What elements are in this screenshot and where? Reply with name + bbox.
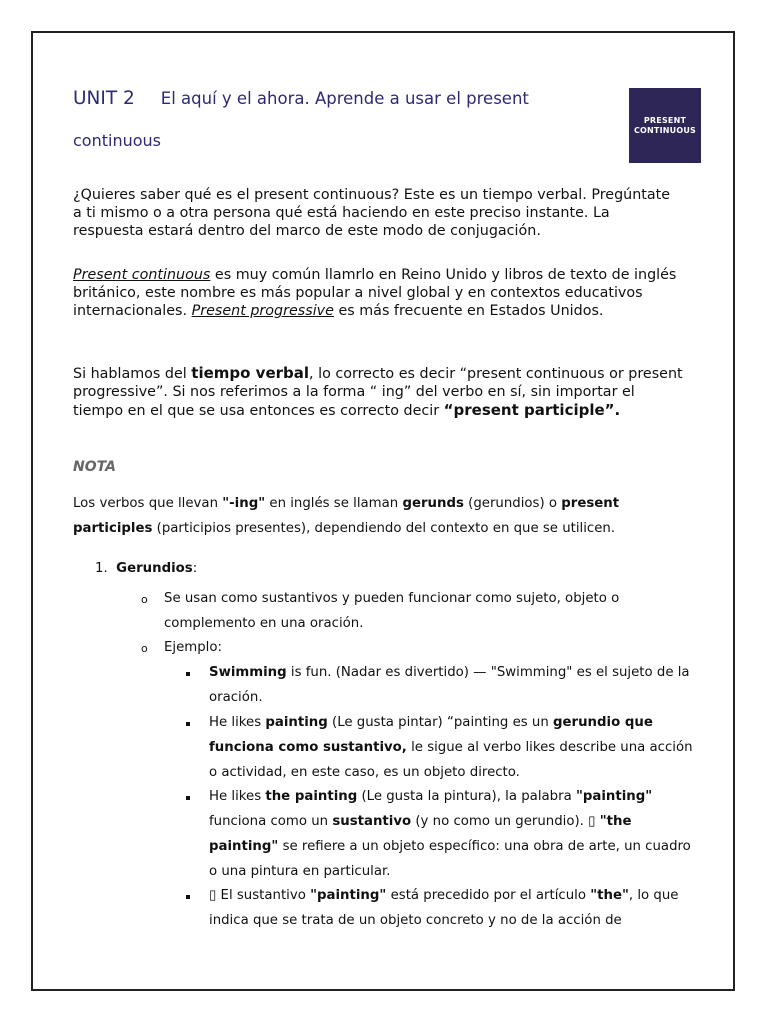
ex3-text-5: se refiere a un objeto específico: una obra de arte, un cuadro o una pintura en particular. <box>209 839 691 879</box>
sub-item-usage: Se usan como sustantivos y pueden funcionar como sujeto, objeto o complemento en una oración. <box>164 591 620 631</box>
bullet-square-4 <box>186 895 190 899</box>
ex2-bold-2: gerundio que funciona como sustantivo, <box>209 715 653 755</box>
ex3-bold-4: "the painting" <box>209 814 632 854</box>
ex1-bold: Swimming <box>209 665 287 680</box>
ex3-text-4: (y no como un gerundio). ▯ <box>411 814 600 829</box>
list-number: 1. <box>95 561 108 576</box>
example-the-painting <box>209 784 693 884</box>
ex3-bold-3: sustantivo <box>332 814 412 829</box>
example-swimming <box>209 660 693 710</box>
term-present-continuous: Present continuous <box>73 267 211 283</box>
bullet-square-1 <box>186 672 190 676</box>
ex3-bold-1: the painting <box>265 789 358 804</box>
tense-paragraph <box>73 364 683 420</box>
tense-bold-2: “present participle”. <box>443 401 621 419</box>
unit-number: UNIT 2 <box>73 88 135 109</box>
list-heading-suffix: : <box>192 561 198 576</box>
tense-text-2: , lo correcto es decir “present continuous or present progressive”. Si nos referimos a la forma “ ing” del verbo en sí, sin importar el tiempo en el que se usa entonces es correcto decir <box>73 366 683 419</box>
tense-bold-1: tiempo verbal <box>191 364 310 382</box>
nota-text-4: (participios presentes), dependiendo del contexto en que se utilicen. <box>152 521 616 536</box>
example-painting <box>209 710 693 785</box>
ex3-text-3: funciona como un <box>209 814 333 829</box>
ex2-text-2: (Le gusta pintar) “painting es un <box>327 715 553 730</box>
nota-text-3: (gerundios) o <box>463 496 562 511</box>
sub-bullet-2: o <box>141 642 148 655</box>
ex2-bold-1: painting <box>265 715 328 730</box>
intro-paragraph: ¿Quieres saber qué es el present continuous? Este es un tiempo verbal. Pregúntate a ti mismo o a otra persona qué está haciendo en este preciso instante. La respuesta estará dentro del marco de este modo de conjugación. <box>73 187 671 239</box>
unit-heading: El aquí y el ahora. Aprende a usar el present <box>160 89 529 108</box>
ex4-text-1: ▯ El sustantivo <box>209 888 311 903</box>
ex3-bold-2: "painting" <box>575 789 653 804</box>
ex3-text-1: He likes <box>209 789 266 804</box>
list-heading: Gerundios <box>116 561 193 576</box>
badge-line-2: CONTINUOUS <box>633 125 697 135</box>
nota-paragraph <box>73 491 693 541</box>
nota-bold-1: "-ing" <box>222 496 266 511</box>
term-present-progressive: Present progressive <box>191 303 334 319</box>
ex3-text-2: (Le gusta la pintura), la palabra <box>357 789 576 804</box>
present-continuous-badge <box>629 88 701 163</box>
nota-heading: NOTA <box>73 459 116 475</box>
unit-title <box>73 88 529 109</box>
nota-text-1: Los verbos que llevan <box>73 496 223 511</box>
ex2-text-1: He likes <box>209 715 266 730</box>
ex1-text: is fun. (Nadar es divertido) — "Swimming" es el sujeto de la oración. <box>209 665 690 705</box>
ex4-bold-2: "the" <box>590 888 629 903</box>
naming-paragraph <box>73 266 683 320</box>
bullet-square-3 <box>186 796 190 800</box>
bullet-square-2 <box>186 722 190 726</box>
ex4-text-2: está precedido por el artículo <box>386 888 591 903</box>
naming-text-2: es más frecuente en Estados Unidos. <box>333 303 604 319</box>
ex4-bold-1: "painting" <box>310 888 387 903</box>
badge-line-1: PRESENT <box>643 115 687 125</box>
unit-heading-continued: continuous <box>73 131 161 150</box>
document-page <box>31 31 735 991</box>
sub-item-example: Ejemplo: <box>164 640 222 655</box>
naming-text-1: es muy común llamrlo en Reino Unido y libros de texto de inglés británico, este nombre es más popular a nivel global y en contextos educativos internacionales. <box>73 267 677 319</box>
example-noun-article <box>209 883 693 933</box>
ex2-text-3: le sigue al verbo likes describe una acción o actividad, en este caso, es un objeto directo. <box>209 740 693 780</box>
nota-bold-2: gerunds <box>402 496 464 511</box>
nota-text-2: en inglés se llaman <box>265 496 403 511</box>
list-item-gerundios <box>95 561 197 576</box>
nota-bold-3: present participles <box>73 496 620 536</box>
tense-text-1: Si hablamos del <box>73 366 192 382</box>
ex4-text-3: , lo que indica que se trata de un objeto concreto y no de la acción de <box>209 888 679 928</box>
sub-bullet-1: o <box>141 593 148 606</box>
